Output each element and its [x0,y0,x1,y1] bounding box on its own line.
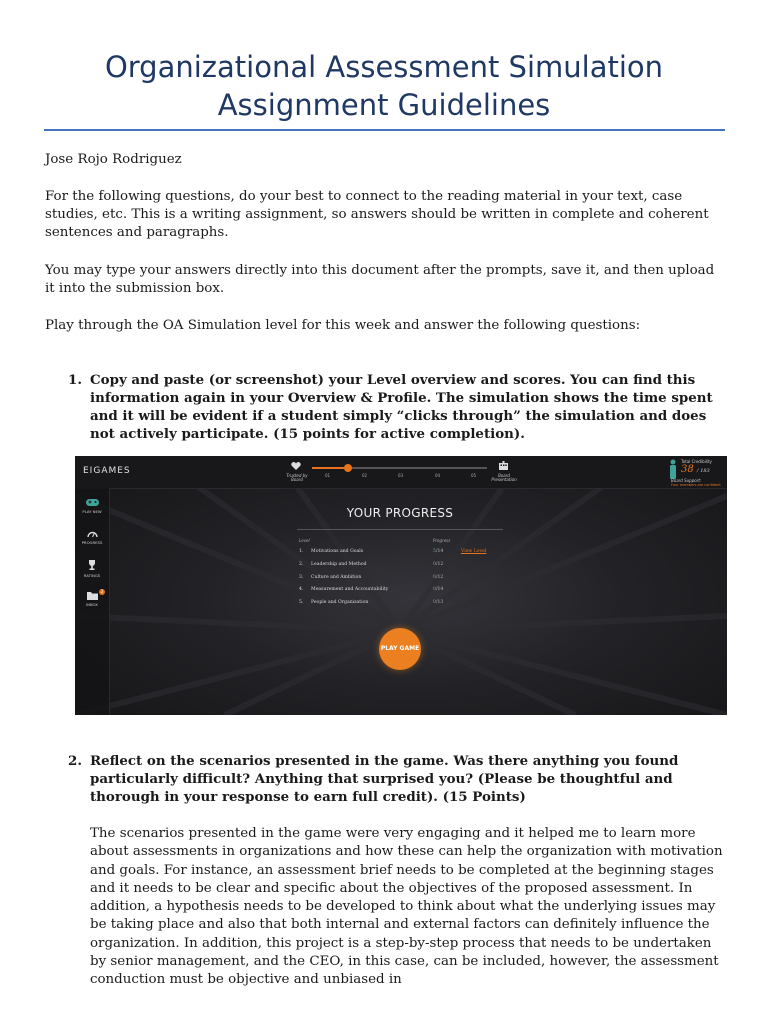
heart-icon [291,462,301,470]
instructions-paragraph: You may type your answers directly into this document after the prompts, save it, and then upload it into the submission box. [45,263,715,296]
title-line-2: Assignment Guidelines [217,88,551,122]
level-name: Culture and Ambition [311,574,362,580]
question-1-number: 1. [68,372,82,388]
answer-paragraph: The scenarios presented in the game were very engaging and it helped me to learn more about assessments in organizations and how these can help the organization with motivation and goals. For instance, an assessment brief needs to be completed at the beginning stages and it needs to be clear and specific about the objectives of the proposed assessment. In addition, a hypothesis needs to be developed to think about what the underlying issues may be taking place and also that both internal and external factors can definitely influence the organization. In addition, this project is a step-by-step process that needs to be undertaken by senior management, and the CEO, in this case, can be included, however, the assessment conduction must be objective and unbiased in [90,826,723,988]
level-number: 3. [299,574,304,580]
level-progress-total: /13 [435,600,444,606]
track-tick: 03 [398,473,404,478]
nav-play-new[interactable] [75,498,109,514]
level-number: 1. [299,549,304,554]
level-number: 2. [299,561,304,567]
trusted-by-board-label: Trusted by Board [286,473,308,482]
board-support-label: Board Support: [671,478,702,483]
document-title [40,48,728,124]
title-line-1: Organizational Assessment Simulation [104,50,664,84]
level-column-header: Level [299,538,310,543]
track-tick: 05 [471,473,477,478]
level-progress-total: /14 [435,587,444,593]
credibility-total: / 183 [696,468,710,474]
level-name: Leadership and Method [311,561,367,567]
level-name: Measurement and Accountability [311,587,389,593]
level-row [299,587,519,599]
nav-inbox[interactable] [75,591,109,607]
level-progress-done: 0 [433,561,436,567]
level-row [299,549,519,561]
building-icon [499,461,508,470]
level-name: Motivations and Goals [311,549,364,554]
level-track-fill [312,467,348,469]
progress-column-header: Progress [433,538,451,543]
track-tick: 02 [362,473,368,478]
level-number: 4. [299,587,304,593]
nav-label: PROGRESS [81,540,103,545]
level-name: People and Organization [311,600,369,606]
board-presentation-label: Board Presentation [491,473,517,482]
question-2-text: Reflect on the scenarios presented in the game. Was there anything you found particularly difficult? Anything that surprised you? (Please be thoughtful and thorough in your response to earn full credit). (15 Points) [90,753,679,805]
question-2-number: 2. [68,753,82,769]
title-underline [44,129,725,131]
question-1 [68,371,728,443]
credibility-label: Total Credibility [681,459,712,464]
level-progress-done: 0 [433,587,436,593]
level-progress [433,562,443,567]
nav-label: RATINGS [83,573,101,578]
gamepad-icon [86,498,99,507]
gauge-icon [87,530,98,538]
play-game-button[interactable]: PLAY GAME [379,628,421,670]
level-progress-done: 0 [433,600,436,606]
game-sidebar [75,488,110,715]
level-progress-done: 5 [433,549,436,554]
game-logo: EIGAMES [83,466,131,476]
level-progress-total: /12 [435,561,444,567]
view-level-link[interactable]: View Level [461,549,487,554]
inbox-badge: 2 [100,589,104,594]
level-number: 5. [299,600,304,606]
level-row [299,575,519,587]
level-track-knob[interactable] [344,464,352,472]
progress-divider [297,529,503,530]
board-support-text: Four members are confident [671,483,721,487]
nav-label: INBOX [86,602,98,607]
nav-ratings[interactable] [75,560,109,578]
level-progress-done: 0 [433,574,436,580]
track-tick: 04 [435,473,441,478]
level-progress-total: /12 [435,574,444,580]
question-2 [68,752,728,806]
level-row [299,562,519,574]
progress-title: YOUR PROGRESS [346,506,454,520]
level-progress [433,575,443,580]
nav-progress[interactable] [75,530,109,545]
nav-label: PLAY NEW [82,509,102,514]
credibility-value [681,464,710,475]
level-progress-total: /14 [435,549,444,554]
level-progress [433,587,443,592]
person-icon [669,459,677,479]
level-row [299,600,519,612]
intro-paragraph: For the following questions, do your best to connect to the reading material in your text, case studies, etc. This is a writing assignment, so answers should be written in complete and coherent sentences and paragraphs. [45,189,709,240]
track-tick: 01 [325,473,331,478]
credibility-score: 38 [681,464,694,475]
trophy-icon [87,560,97,571]
author-name: Jose Rojo Rodriguez [45,152,182,167]
question-1-text: Copy and paste (or screenshot) your Level overview and scores. You can find this information again in your Overview & Profile. The simulation shows the time spent and it will be evident if a student simply “clicks through” the simulation and does not actively participate. (15 points for active completion). [90,372,713,442]
game-top-bar [75,456,727,489]
level-progress [433,549,443,554]
play-through-paragraph: Play through the OA Simulation level for this week and answer the following questions: [45,318,641,333]
level-progress [433,600,443,605]
game-screenshot [75,456,727,715]
folder-icon [87,591,98,600]
